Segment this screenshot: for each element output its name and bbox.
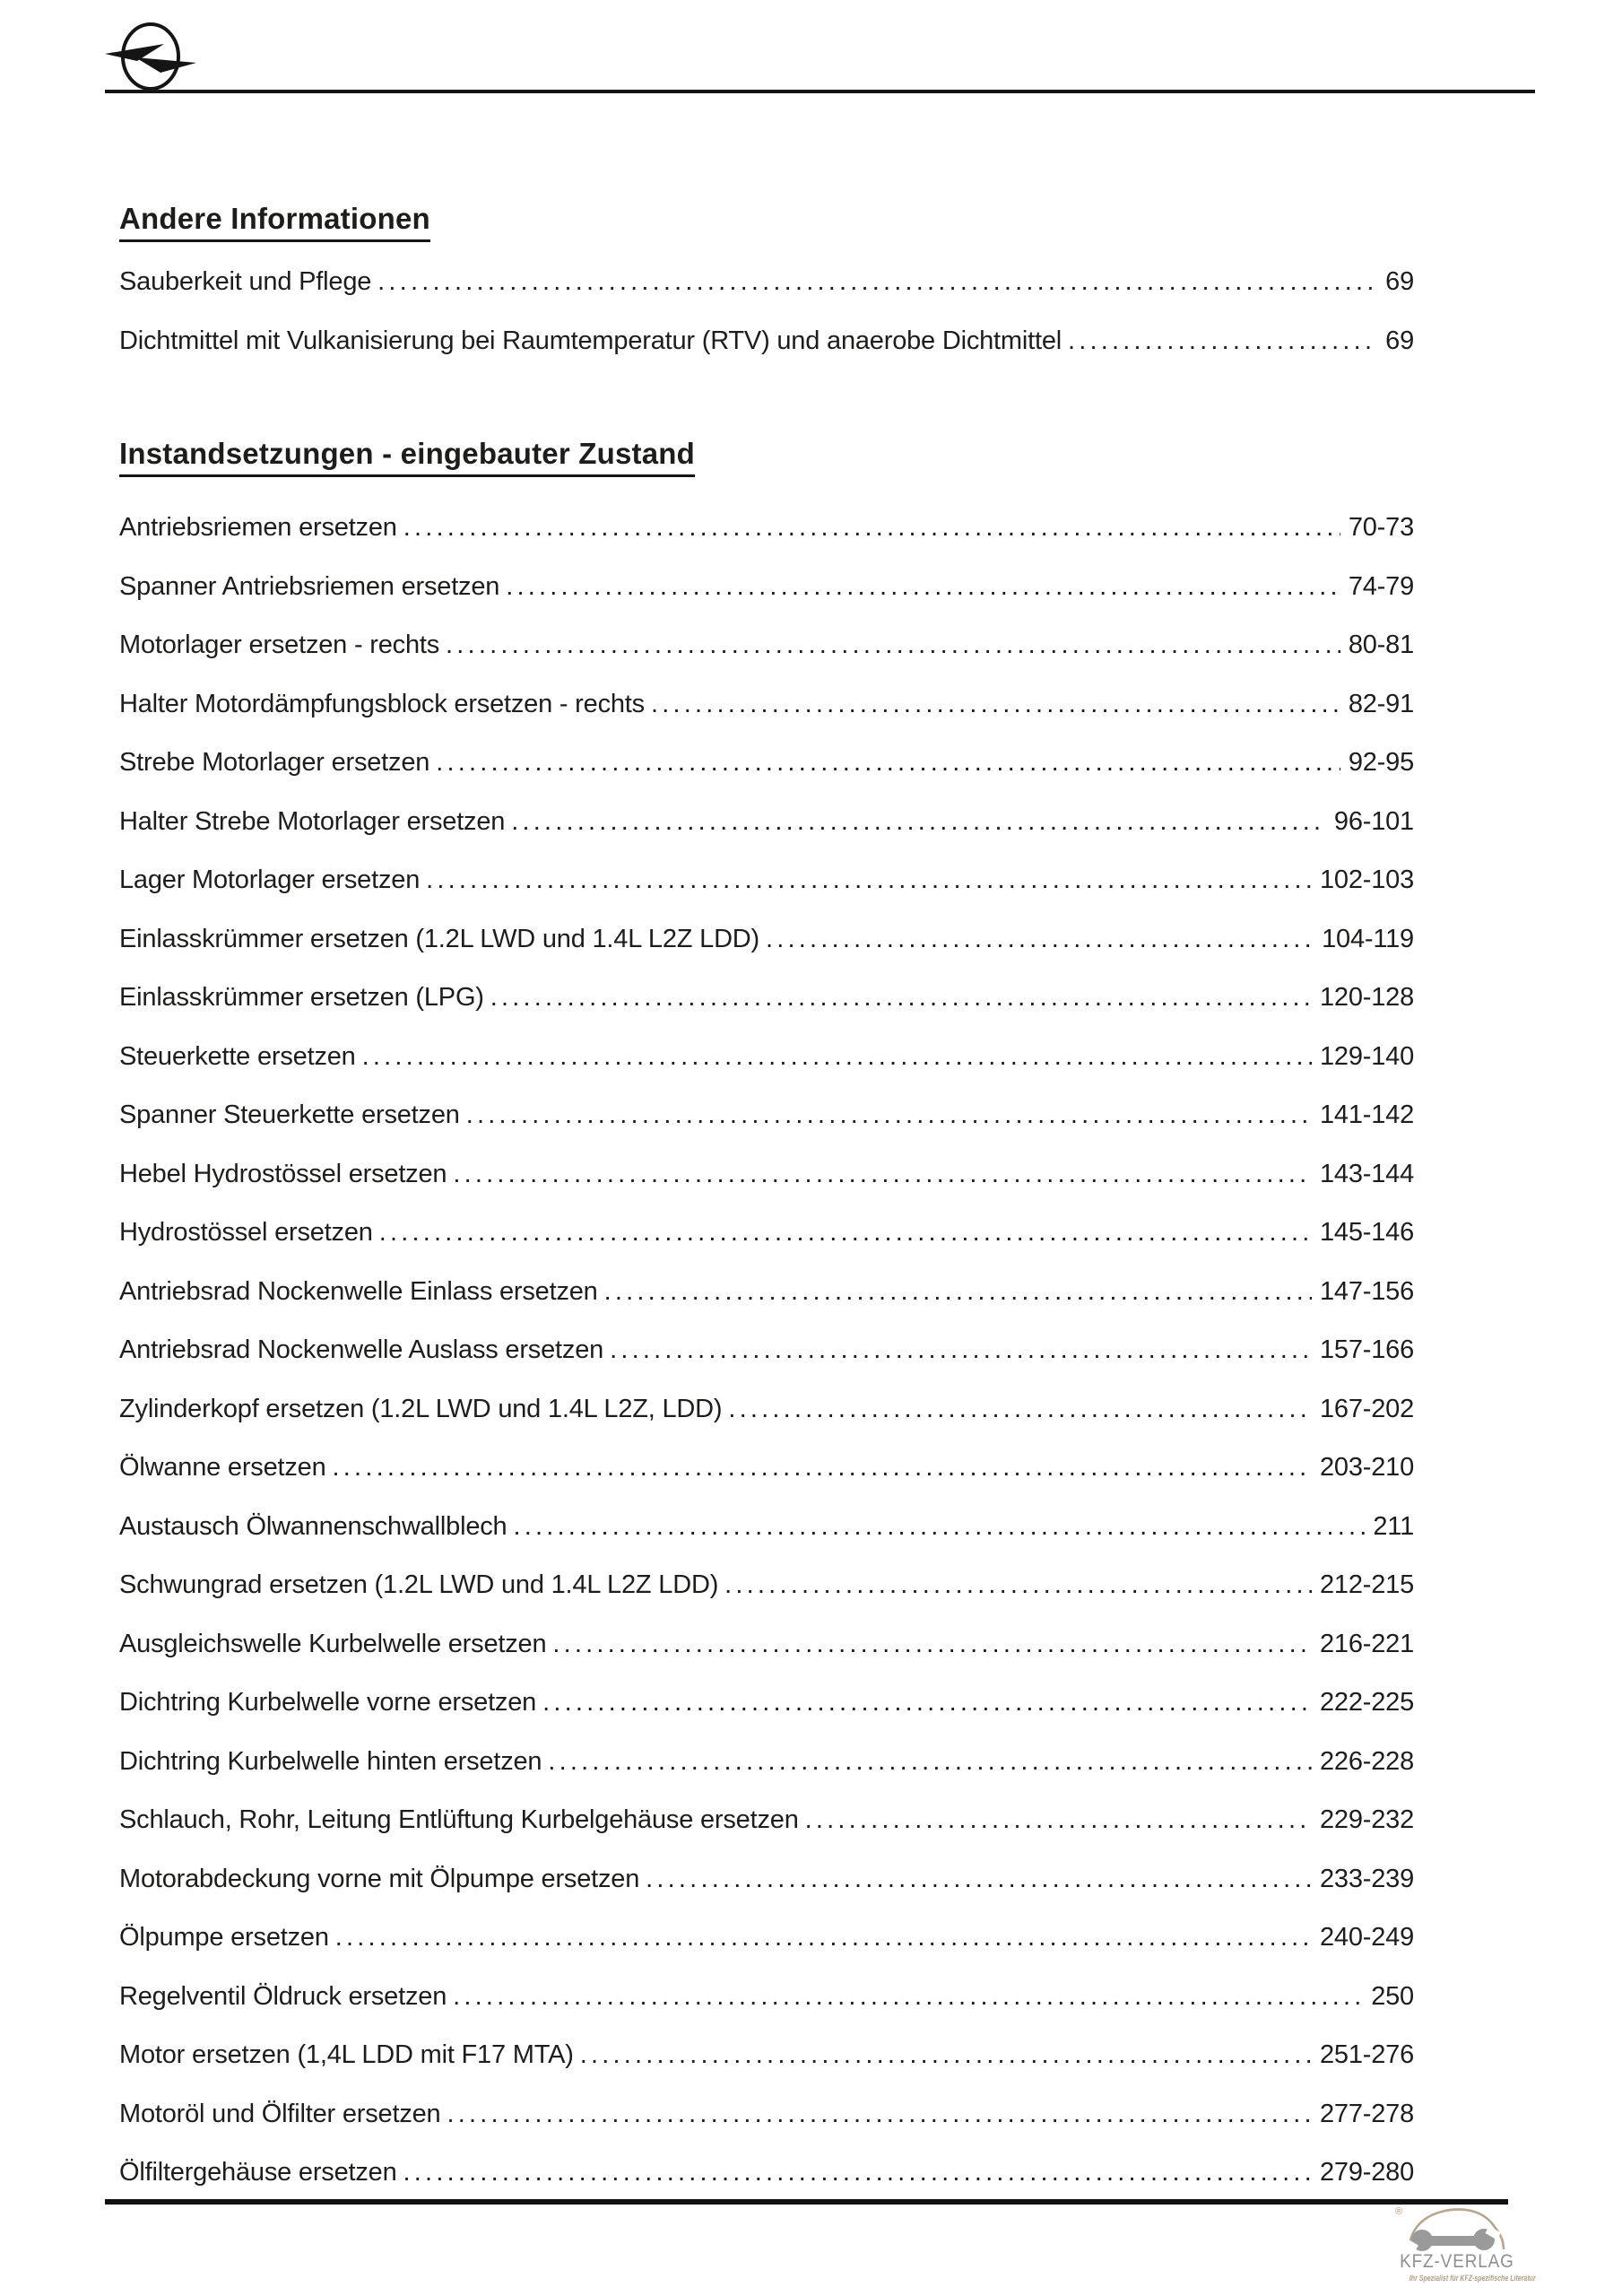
toc-entry-label: Motorabdeckung vorne mit Ölpumpe ersetzen [119, 1864, 640, 1893]
toc-entry-label: Motoröl und Ölfilter ersetzen [119, 2099, 441, 2128]
toc-entry [119, 1863, 1414, 1922]
toc-entry-pages: 279-280 [1319, 2158, 1414, 2187]
section-entries [119, 265, 1414, 383]
toc-dot-leader [728, 1393, 1312, 1425]
toc-dot-leader [552, 1628, 1312, 1660]
toc-entry-pages: 216-221 [1319, 1629, 1414, 1658]
toc-entry-pages: 233-239 [1319, 1864, 1414, 1893]
toc-entry [119, 981, 1414, 1040]
publisher-logo [1392, 2203, 1536, 2283]
toc-dot-leader [724, 1569, 1312, 1601]
toc-entry [119, 2098, 1414, 2157]
toc-dot-leader [379, 1216, 1312, 1248]
toc-entry [119, 1158, 1414, 1217]
toc-entry-label: Dichtring Kurbelwelle hinten ersetzen [119, 1746, 542, 1776]
toc-entry [119, 1334, 1414, 1393]
toc-entry-pages: 69 [1385, 326, 1414, 355]
toc-entry [119, 629, 1414, 688]
toc-dot-leader [466, 1099, 1312, 1131]
toc-dot-leader [403, 511, 1340, 544]
toc-entry-pages: 120-128 [1319, 983, 1414, 1012]
toc-dot-leader [1068, 325, 1377, 357]
toc-entry-pages: 211 [1373, 1511, 1414, 1541]
toc-entry-label: Einlasskrümmer ersetzen (LPG) [119, 983, 484, 1012]
toc-entry [119, 2156, 1414, 2215]
toc-entry-label: Halter Motordämpfungsblock ersetzen - rechts [119, 689, 645, 718]
toc-entry-label: Lager Motorlager ersetzen [119, 865, 421, 894]
toc-dot-leader [362, 1040, 1312, 1073]
toc-dot-leader [651, 688, 1340, 720]
toc-entry-pages: 226-228 [1319, 1746, 1414, 1776]
toc-dot-leader [506, 570, 1340, 603]
toc-dot-leader [453, 1158, 1312, 1190]
opel-logo [103, 11, 202, 100]
publisher-name-text: KFZ-VERLAG [1399, 2251, 1514, 2272]
toc-entry-label: Ölpumpe ersetzen [119, 1923, 329, 1952]
toc-entry-label: Hydrostössel ersetzen [119, 1218, 373, 1247]
toc-entry-pages: 143-144 [1319, 1159, 1414, 1188]
toc-entry-pages: 147-156 [1319, 1276, 1414, 1306]
toc-entry [119, 688, 1414, 747]
toc-entry-label: Hebel Hydrostössel ersetzen [119, 1159, 447, 1188]
toc-entry-label: Spanner Antriebsriemen ersetzen [119, 571, 500, 601]
toc-entry [119, 1686, 1414, 1745]
toc-dot-leader [335, 1921, 1312, 1953]
toc-entry [119, 805, 1414, 865]
toc-entry [119, 1980, 1414, 2039]
toc-entry [119, 864, 1414, 923]
table-of-contents [119, 202, 1414, 2215]
toc-dot-leader [610, 1334, 1312, 1366]
registered-trademark: ® [1395, 2206, 1403, 2217]
toc-entry-pages: 229-232 [1319, 1805, 1414, 1834]
toc-entry [119, 923, 1414, 982]
toc-dot-leader [453, 1980, 1363, 2013]
toc-entry [119, 1804, 1414, 1863]
toc-entry [119, 1510, 1414, 1570]
toc-entry-pages: 212-215 [1319, 1570, 1414, 1599]
section-title: Instandsetzungen - eingebauter Zustand [119, 437, 695, 477]
toc-dot-leader [426, 864, 1312, 896]
toc-entry-pages: 129-140 [1319, 1041, 1414, 1071]
toc-entry-pages: 69 [1385, 267, 1414, 296]
toc-entry-label: Spanner Steuerkette ersetzen [119, 1100, 460, 1129]
toc-entry-pages: 250 [1371, 1981, 1414, 2011]
toc-entry-pages: 80-81 [1348, 631, 1414, 659]
toc-entry-label: Strebe Motorlager ersetzen [119, 748, 430, 777]
publisher-tagline-text: Ihr Spezialist für KFZ-spezifische Literatur [1409, 2274, 1536, 2283]
toc-entry [119, 325, 1414, 384]
toc-entry-pages: 277-278 [1319, 2099, 1414, 2128]
toc-entry-pages: 74-79 [1348, 571, 1414, 601]
section-title: Andere Informationen [119, 202, 430, 242]
toc-entry-pages: 240-249 [1319, 1923, 1414, 1952]
toc-dot-leader [805, 1804, 1312, 1836]
toc-dot-leader [580, 2039, 1312, 2071]
toc-entry [119, 746, 1414, 805]
toc-entry-pages: 96-101 [1333, 806, 1414, 836]
toc-dot-leader [604, 1275, 1312, 1308]
toc-dot-leader [490, 981, 1312, 1013]
toc-entry [119, 2039, 1414, 2098]
toc-entry [119, 511, 1414, 570]
toc-entry [119, 1275, 1414, 1335]
toc-dot-leader [403, 2156, 1312, 2188]
toc-entry-label: Antriebsrad Nockenwelle Auslass ersetzen [119, 1335, 604, 1364]
toc-entry [119, 1099, 1414, 1158]
toc-entry [119, 570, 1414, 630]
toc-entry-pages: 222-225 [1319, 1688, 1414, 1717]
toc-entry-label: Zylinderkopf ersetzen (1.2L LWD und 1.4L L2Z, LDD) [119, 1394, 723, 1423]
toc-entry-label: Schlauch, Rohr, Leitung Entlüftung Kurbelgehäuse ersetzen [119, 1805, 799, 1834]
toc-entry [119, 1040, 1414, 1100]
toc-dot-leader [542, 1686, 1312, 1718]
toc-entry-label: Halter Strebe Motorlager ersetzen [119, 806, 506, 836]
toc-dot-leader [511, 805, 1326, 838]
toc-entry [119, 1451, 1414, 1510]
section-andere-informationen [119, 202, 1414, 383]
toc-dot-leader [548, 1745, 1312, 1778]
toc-dot-leader [766, 923, 1314, 955]
toc-entry-label: Dichtmittel mit Vulkanisierung bei Raumtemperatur (RTV) und anaerobe Dichtmittel [119, 326, 1062, 355]
toc-entry-label: Ölfiltergehäuse ersetzen [119, 2158, 397, 2187]
toc-entry-pages: 167-202 [1319, 1394, 1414, 1423]
toc-entry-label: Motorlager ersetzen - rechts [119, 631, 440, 659]
toc-entry [119, 1921, 1414, 1980]
toc-entry-label: Dichtring Kurbelwelle vorne ersetzen [119, 1688, 537, 1717]
toc-entry [119, 265, 1414, 325]
publisher-name [1392, 2251, 1522, 2273]
toc-entry [119, 1393, 1414, 1452]
section-instandsetzungen [119, 437, 1414, 2215]
toc-entry-pages: 203-210 [1319, 1453, 1414, 1482]
toc-entry-label: Sauberkeit und Pflege [119, 267, 372, 296]
toc-dot-leader [513, 1510, 1365, 1543]
toc-entry-pages: 145-146 [1319, 1218, 1414, 1247]
toc-dot-leader [446, 629, 1340, 661]
opel-blitz-icon [103, 11, 202, 96]
toc-entry-label: Einlasskrümmer ersetzen (1.2L LWD und 1.4L L2Z LDD) [119, 924, 760, 953]
toc-dot-leader [436, 746, 1340, 778]
toc-entry-pages: 141-142 [1319, 1100, 1414, 1129]
toc-entry-pages: 104-119 [1322, 924, 1414, 953]
toc-entry [119, 1569, 1414, 1628]
toc-entry-pages: 102-103 [1319, 865, 1414, 894]
toc-dot-leader [333, 1451, 1312, 1483]
toc-entry-pages: 70-73 [1348, 513, 1414, 542]
toc-entry-label: Austausch Ölwannenschwallblech [119, 1511, 507, 1541]
toc-entry-pages: 82-91 [1348, 689, 1414, 718]
publisher-tagline [1392, 2274, 1536, 2283]
section-entries [119, 511, 1414, 2215]
toc-dot-leader [447, 2098, 1311, 2130]
toc-entry [119, 1745, 1414, 1805]
toc-dot-leader [377, 265, 1377, 298]
footer-divider [105, 2199, 1508, 2205]
toc-entry-label: Antriebsrad Nockenwelle Einlass ersetzen [119, 1276, 598, 1306]
toc-entry-label: Motor ersetzen (1,4L LDD mit F17 MTA) [119, 2040, 574, 2069]
toc-entry-label: Steuerkette ersetzen [119, 1041, 356, 1071]
toc-entry [119, 1628, 1414, 1687]
toc-entry-label: Regelventil Öldruck ersetzen [119, 1981, 447, 2011]
header-divider [105, 90, 1535, 93]
toc-entry-label: Ausgleichswelle Kurbelwelle ersetzen [119, 1629, 547, 1658]
toc-entry-label: Antriebsriemen ersetzen [119, 513, 397, 542]
toc-dot-leader [646, 1863, 1312, 1895]
toc-entry-pages: 157-166 [1319, 1335, 1414, 1364]
toc-entry-pages: 92-95 [1348, 748, 1414, 777]
toc-entry-label: Schwungrad ersetzen (1.2L LWD und 1.4L L2Z LDD) [119, 1570, 719, 1599]
car-wrench-icon [1403, 2203, 1511, 2253]
toc-entry [119, 1216, 1414, 1275]
toc-entry-label: Ölwanne ersetzen [119, 1453, 326, 1482]
toc-entry-pages: 251-276 [1319, 2040, 1414, 2069]
